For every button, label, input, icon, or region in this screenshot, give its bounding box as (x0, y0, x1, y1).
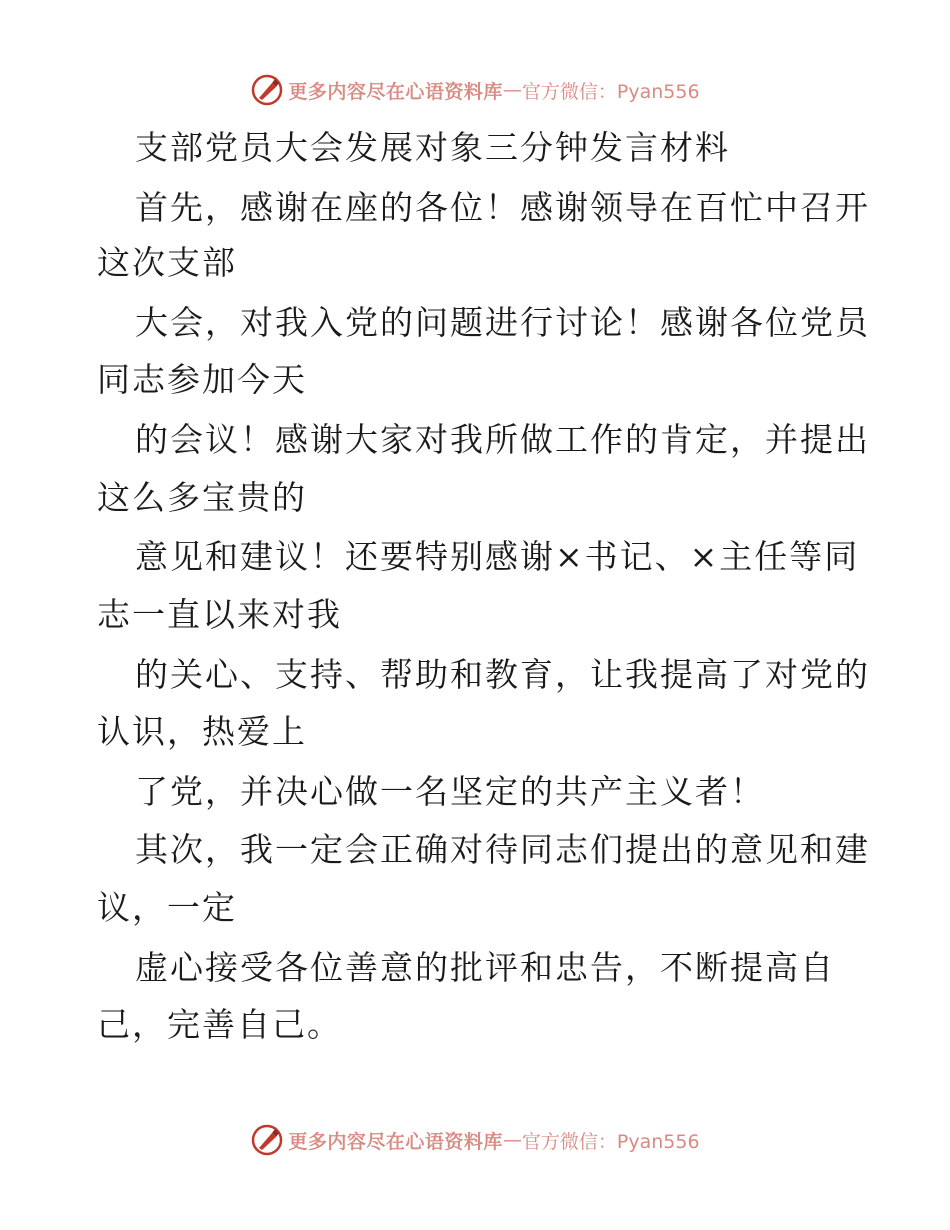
watermark-dash: — (502, 1129, 522, 1151)
footer-watermark (0, 1120, 950, 1160)
watermark-main-text: 更多内容尽在心语资料库 (288, 1130, 503, 1153)
watermark-main-text: 更多内容尽在心语资料库 (288, 80, 503, 103)
paragraph-line: 的关心、支持、帮助和教育，让我提高了对党的 (135, 655, 870, 694)
pen-nib-logo-icon (250, 1123, 284, 1157)
paragraph-line: 首先，感谢在座的各位！感谢领导在百忙中召开 (135, 188, 870, 227)
paragraph-line: 同志参加今天 (97, 360, 307, 399)
paragraph-line: 志一直以来对我 (97, 595, 342, 634)
paragraph-line: 认识，热爱上 (97, 712, 307, 751)
paragraph-line: 意见和建议！还要特别感谢×书记、×主任等同 (135, 537, 860, 576)
paragraph-line: 的会议！感谢大家对我所做工作的肯定，并提出 (135, 420, 870, 459)
pen-nib-logo-icon (250, 73, 284, 107)
paragraph-line: 大会，对我入党的问题进行讨论！感谢各位党员 (135, 303, 870, 342)
watermark-wechat-text: 官方微信：Pyan556 (521, 80, 700, 103)
header-watermark (0, 70, 950, 110)
paragraph-line: 议，一定 (97, 888, 237, 927)
paragraph-line: 虚心接受各位善意的批评和忠告，不断提高自 (135, 948, 835, 987)
paragraph-line: 其次，我一定会正确对待同志们提出的意见和建 (135, 830, 870, 869)
paragraph-line: 了党，并决心做一名坚定的共产主义者！ (135, 772, 765, 811)
document-title: 支部党员大会发展对象三分钟发言材料 (135, 128, 730, 167)
watermark-dash: — (502, 79, 522, 101)
paragraph-line: 这次支部 (97, 243, 237, 282)
watermark-wechat-text: 官方微信：Pyan556 (521, 1130, 700, 1153)
paragraph-line: 己，完善自己。 (97, 1005, 342, 1044)
paragraph-line: 这么多宝贵的 (97, 478, 307, 517)
